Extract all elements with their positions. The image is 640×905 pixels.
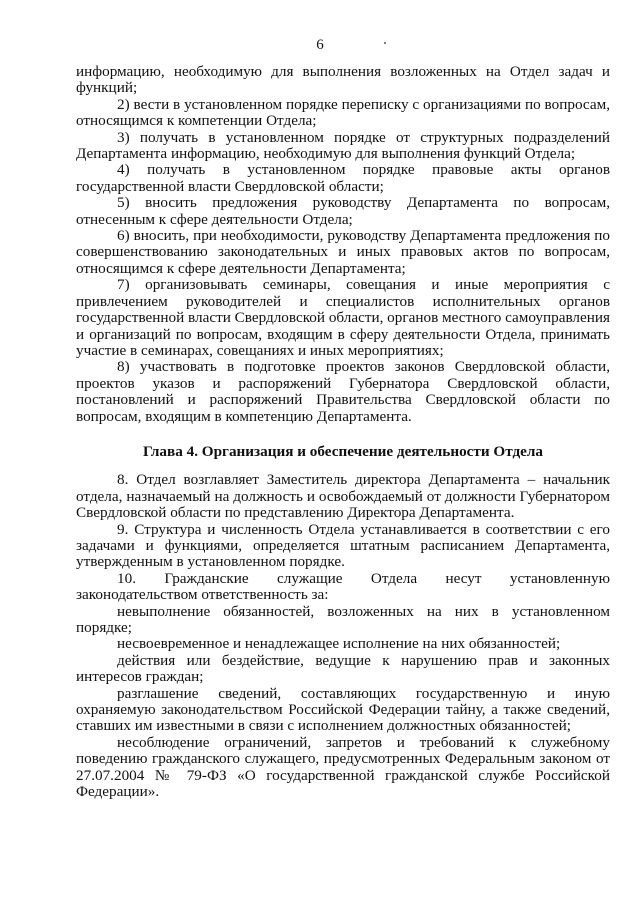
paragraph-liability-3: действия или бездействие, ведущие к нарушению прав и законных интересов граждан; (76, 651, 610, 686)
paragraph-item-5: 5) вносить предложения руководству Департамента по вопросам, отнесенным к сфере деятельности Отдела; (76, 194, 610, 228)
paragraph-clause-10: 10. Гражданские служащие Отдела несут установленную законодательством ответственность за: (76, 569, 610, 604)
paragraph-clause-9: 9. Структура и численность Отдела устанавливается в соответствии с его задачами и функциями, определяется штатным расписанием Департамента, утвержденным в установленном порядке. (76, 520, 610, 571)
paragraph-liability-5: несоблюдение ограничений, запретов и требований к служебному поведению гражданского служащего, предусмотренных Федеральным законом от 27.07.2004 № 79-ФЗ «О государственной гражданской службе Российской Федерации». (76, 733, 610, 801)
paragraph-liability-1: невыполнение обязанностей, возложенных на них в установленном порядке; (76, 602, 610, 636)
paragraph-continuation: информацию, необходимую для выполнения возложенных на Отдел задач и функций; (76, 63, 610, 97)
paragraph-item-7: 7) организовывать семинары, совещания и иные мероприятия с привлечением руководителей и специалистов исполнительных органов государственной власти Свердловской области, органов местного самоуправления и организаций по вопросам, входящим в сферу деятельности Отдела, принимать участие в семинарах, совещаниях и иных мероприятиях; (76, 276, 610, 359)
paragraph-clause-8: 8. Отдел возглавляет Заместитель директора Департамента – начальник отдела, назначаемый на должность и освобождаемый от должности Губернатором Свердловской области по представлению Директора Департамента. (76, 471, 610, 522)
chapter-heading: Глава 4. Организация и обеспечение деятельности Отдела (142, 442, 544, 460)
paragraph-item-3: 3) получать в установленном порядке от структурных подразделений Департамента информацию, необходимую для выполнения функций Отдела; (76, 128, 610, 163)
document-body (76, 64, 610, 800)
paragraph-liability-2: несвоевременное и ненадлежащее исполнение на них обязанностей; (117, 635, 561, 653)
paragraph-item-2: 2) вести в установленном порядке переписку с организациями по вопросам, относящимся к компетенции Отдела; (76, 95, 610, 130)
page-number: 6 (316, 37, 324, 53)
paragraph-item-6: 6) вносить, при необходимости, руководству Департамента предложения по совершенствованию законодательных и иных правовых актов по вопросам, относящимся к сфере деятельности Департамента; (76, 227, 610, 277)
paragraph-item-4: 4) получать в установленном порядке правовые акты органов государственной власти Свердловской области; (76, 161, 610, 195)
paragraph-liability-4: разглашение сведений, составляющих государственную и иную охраняемую законодательством Российской Федерации тайну, а также сведений, ставших им известными в связи с исполнением должностных обязанностей; (76, 684, 610, 735)
paragraph-item-8: 8) участвовать в подготовке проектов законов Свердловской области, проектов указов и распоряжений Губернатора Свердловской области, постановлений и распоряжений Правительства Свердловской области по вопросам, входящим в компетенцию Департамента. (76, 358, 610, 425)
scan-speck (384, 42, 386, 44)
